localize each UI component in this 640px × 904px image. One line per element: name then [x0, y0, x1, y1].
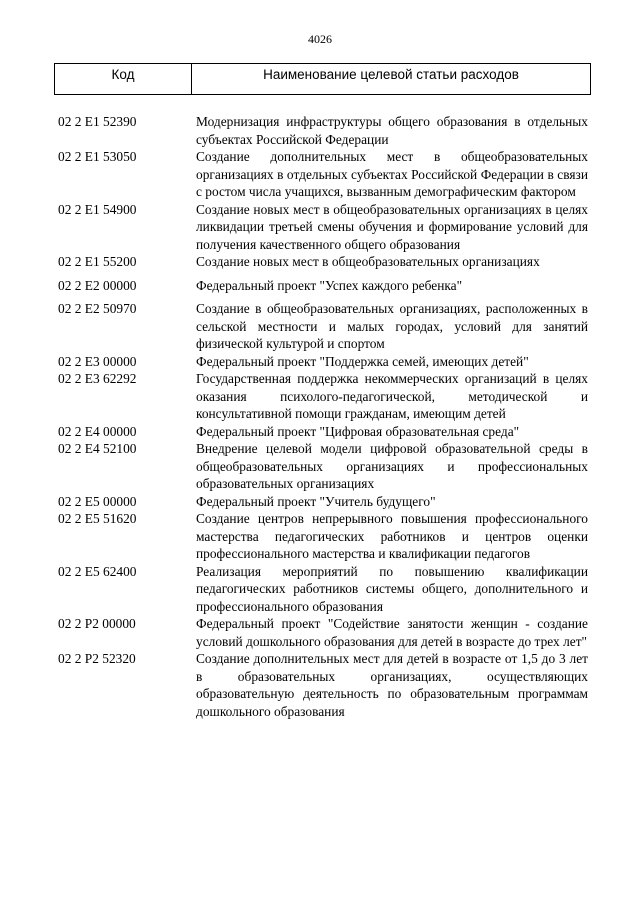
table-row	[58, 563, 588, 616]
row-name: Создание дополнительных мест для детей в возрасте от 1,5 до 3 лет в образовательных организациях, осуществляющих образовательную деятельность по образовательным программам дошкольного образования	[196, 651, 588, 719]
row-name: Создание дополнительных мест в общеобразовательных организациях в отдельных субъектах Российской Федерации в связи с ростом числа учащихся, вызванным демографическим фактором	[196, 149, 588, 199]
row-name: Федеральный проект "Учитель будущего"	[196, 493, 436, 509]
table-row	[58, 253, 588, 271]
row-name: Создание в общеобразовательных организациях, расположенных в сельской местности и малых городах, условий для занятий физической культурой и спортом	[196, 301, 588, 351]
table-row	[58, 440, 588, 493]
row-code: 02 2 E1 53050	[58, 149, 137, 164]
row-name: Федеральный проект "Цифровая образовательная среда"	[196, 423, 520, 439]
page-number: 4026	[308, 32, 332, 46]
row-name: Федеральный проект "Успех каждого ребенка"	[196, 277, 463, 293]
table-row	[58, 650, 588, 720]
row-code: 02 2 E1 55200	[58, 254, 137, 269]
row-name: Модернизация инфраструктуры общего образования в отдельных субъектах Российской Федерации	[196, 114, 588, 147]
table-row	[58, 113, 588, 148]
table-row	[58, 148, 588, 201]
row-code: 02 2 E2 00000	[58, 277, 137, 293]
row-code: 02 2 E5 51620	[58, 511, 137, 526]
row-code: 02 2 E1 54900	[58, 201, 137, 217]
row-code: 02 2 P2 00000	[58, 616, 136, 631]
table-row	[58, 201, 588, 254]
row-name: Создание центров непрерывного повышения профессионального мастерства педагогических работников и центров оценки профессионального мастерства и квалификации педагогов	[196, 511, 588, 561]
table-row	[58, 510, 588, 563]
column-header-name: Наименование целевой статьи расходов	[263, 67, 519, 82]
row-name: Реализация мероприятий по повышению квалификации педагогических работников системы общего, дополнительного и профессионального образования	[196, 563, 588, 614]
row-code: 02 2 E5 62400	[58, 563, 137, 579]
column-header-code: Код	[55, 64, 192, 94]
table-row	[58, 615, 588, 650]
row-code: 02 2 E2 50970	[58, 301, 137, 316]
row-code: 02 2 E1 52390	[58, 114, 137, 129]
row-name: Создание новых мест в общеобразовательных организациях	[196, 254, 540, 269]
row-code: 02 2 E4 00000	[58, 423, 137, 439]
table-row	[58, 493, 588, 511]
table-row	[58, 370, 588, 423]
row-code: 02 2 P2 52320	[58, 651, 136, 666]
table-row	[58, 300, 588, 353]
row-name: Государственная поддержка некоммерческих организаций в целях оказания психолого-педагогической, методической и консультативной помощи гражданам, имеющим детей	[196, 371, 588, 421]
row-name: Федеральный проект "Поддержка семей, имеющих детей"	[196, 353, 529, 369]
table-row	[58, 277, 588, 295]
budget-code-list	[58, 113, 588, 720]
row-name: Федеральный проект "Содействие занятости женщин - создание условий дошкольного образования для детей в возрасте до трех лет"	[196, 616, 588, 649]
row-name: Внедрение целевой модели цифровой образовательной среды в общеобразовательных организациях и профессиональных образовательных организациях	[196, 441, 588, 491]
row-code: 02 2 E4 52100	[58, 441, 137, 456]
row-code: 02 2 E5 00000	[58, 493, 137, 509]
table-row	[58, 423, 588, 441]
table-header	[54, 63, 591, 95]
row-name: Создание новых мест в общеобразовательных организациях в целях ликвидации третьей смены обучения и формирование условий для получения качественного общего образования	[196, 201, 588, 252]
row-code: 02 2 E3 00000	[58, 353, 137, 369]
row-code: 02 2 E3 62292	[58, 371, 137, 386]
table-row	[58, 353, 588, 371]
